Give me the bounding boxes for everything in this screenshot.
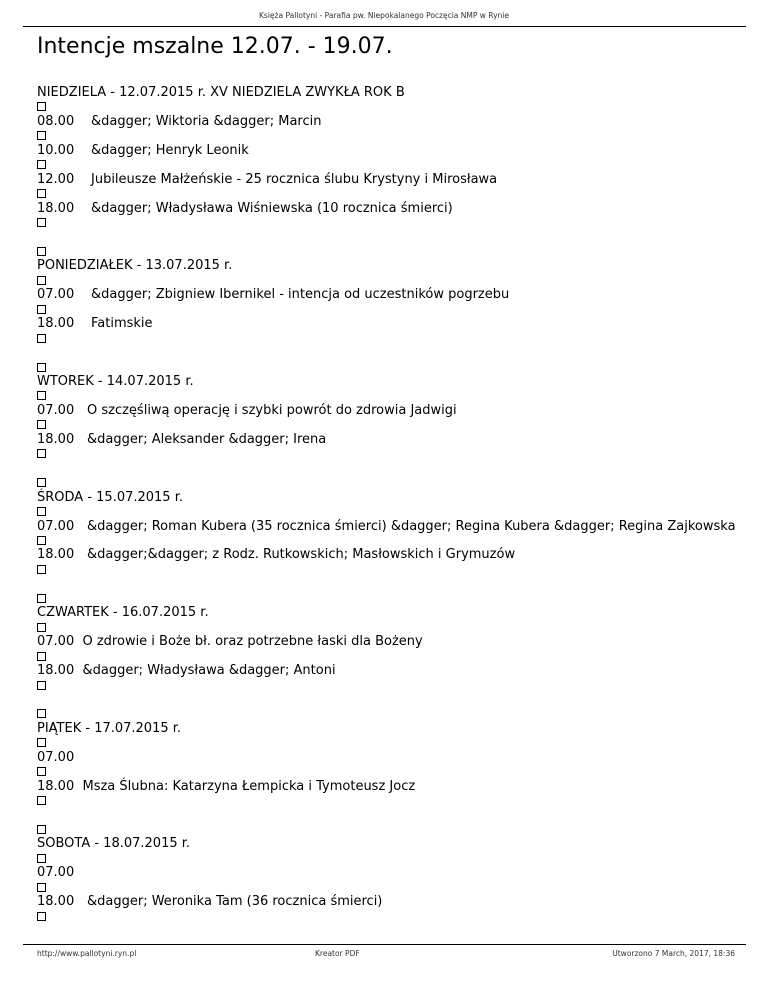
checkbox-icon [37, 709, 46, 718]
mass-intention: &dagger; Aleksander &dagger; Irena [87, 431, 327, 447]
day-heading: NIEDZIELA - 12.07.2015 r. XV NIEDZIELA ZWYKŁA ROK B [37, 85, 405, 100]
mass-entry [37, 520, 737, 534]
checkbox-icon [37, 507, 46, 516]
checkbox-icon [37, 796, 46, 805]
mass-entry [37, 144, 737, 158]
mass-entry [37, 548, 737, 562]
checkbox-icon [37, 276, 46, 285]
mass-time: 18.00 [37, 316, 75, 332]
mass-entry [37, 115, 737, 129]
mass-time: 10.00 [37, 142, 75, 158]
mass-time: 07.00 [37, 634, 75, 650]
mass-entry [37, 895, 737, 909]
mass-time: 18.00 [37, 431, 75, 447]
checkbox-icon [37, 449, 46, 458]
checkbox-icon [37, 247, 46, 256]
checkbox-icon [37, 767, 46, 776]
mass-intention: &dagger; Zbigniew Ibernikel - intencja od uczestników pogrzebu [91, 287, 510, 303]
mass-entry [37, 404, 737, 418]
mass-time: 07.00 [37, 287, 75, 303]
mass-time: 18.00 [37, 200, 75, 216]
checkbox-icon [37, 420, 46, 429]
checkbox-icon [37, 305, 46, 314]
checkbox-icon [37, 131, 46, 140]
checkbox-icon [37, 681, 46, 690]
checkbox-icon [37, 565, 46, 574]
mass-time: 18.00 [37, 663, 75, 679]
mass-time: 07.00 [37, 402, 75, 418]
mass-intention: O szczęśliwą operację i szybki powrót do zdrowia Jadwigi [87, 402, 457, 418]
mass-time: 18.00 [37, 894, 75, 910]
mass-intention: Msza Ślubna: Katarzyna Łempicka i Tymoteusz Jocz [82, 778, 416, 794]
footer-generator: Kreator PDF [315, 949, 360, 958]
mass-entry [37, 866, 737, 880]
mass-time: 18.00 [37, 547, 75, 563]
header-rule [23, 26, 746, 27]
mass-entry [37, 173, 737, 187]
checkbox-icon [37, 594, 46, 603]
checkbox-icon [37, 102, 46, 111]
mass-intention: &dagger; Weronika Tam (36 rocznica śmierci) [87, 894, 383, 910]
mass-intention: &dagger; Władysława &dagger; Antoni [82, 663, 336, 679]
page-title: Intencje mszalne 12.07. - 19.07. [37, 34, 393, 59]
mass-intention: O zdrowie i Boże bł. oraz potrzebne łaski dla Bożeny [82, 634, 423, 650]
checkbox-icon [37, 218, 46, 227]
intentions-list [37, 86, 737, 924]
mass-intention: &dagger; Roman Kubera (35 rocznica śmierci) &dagger; Regina Kubera &dagger; Regina Zajkowska [87, 518, 736, 534]
mass-time: 07.00 [37, 749, 75, 765]
mass-entry [37, 635, 737, 649]
mass-entry [37, 664, 737, 678]
mass-intention: &dagger; Władysława Wiśniewska (10 rocznica śmierci) [91, 200, 453, 216]
mass-time: 18.00 [37, 778, 75, 794]
footer-url: http://www.pallotyni.ryn.pl [37, 949, 137, 958]
mass-entry [37, 317, 737, 331]
mass-intention: Jubileusze Małżeńskie - 25 rocznica ślubu Krystyny i Mirosława [91, 171, 498, 187]
mass-intention: Fatimskie [91, 316, 153, 332]
day-heading: ŚRODA - 15.07.2015 r. [37, 489, 183, 505]
checkbox-icon [37, 738, 46, 747]
day-heading: WTOREK - 14.07.2015 r. [37, 374, 194, 390]
checkbox-icon [37, 391, 46, 400]
checkbox-icon [37, 825, 46, 834]
checkbox-icon [37, 912, 46, 921]
mass-entry [37, 433, 737, 447]
mass-intention: &dagger; Henryk Leonik [91, 142, 249, 158]
mass-intention: &dagger;&dagger; z Rodz. Rutkowskich; Masłowskich i Grymuzów [87, 547, 516, 563]
checkbox-icon [37, 623, 46, 632]
mass-time: 12.00 [37, 171, 75, 187]
page-header: Księża Pallotyni - Parafia pw. Niepokalanego Poczęcia NMP w Rynie [259, 11, 509, 20]
footer-created: Utworzono 7 March, 2017, 18:36 [612, 949, 735, 958]
mass-entry [37, 202, 737, 216]
mass-entry [37, 751, 737, 765]
footer-rule [23, 944, 746, 945]
checkbox-icon [37, 189, 46, 198]
checkbox-icon [37, 536, 46, 545]
mass-intention: &dagger; Wiktoria &dagger; Marcin [91, 113, 322, 129]
checkbox-icon [37, 652, 46, 661]
day-heading: SOBOTA - 18.07.2015 r. [37, 836, 191, 852]
mass-time: 07.00 [37, 518, 75, 534]
day-heading: CZWARTEK - 16.07.2015 r. [37, 605, 209, 621]
day-heading: PONIEDZIAŁEK - 13.07.2015 r. [37, 258, 233, 274]
checkbox-icon [37, 883, 46, 892]
checkbox-icon [37, 478, 46, 487]
checkbox-icon [37, 363, 46, 372]
checkbox-icon [37, 334, 46, 343]
day-heading: PIĄTEK - 17.07.2015 r. [37, 720, 182, 736]
mass-time: 08.00 [37, 113, 75, 129]
mass-entry [37, 288, 737, 302]
checkbox-icon [37, 854, 46, 863]
mass-entry [37, 780, 737, 794]
checkbox-icon [37, 160, 46, 169]
mass-time: 07.00 [37, 865, 75, 881]
